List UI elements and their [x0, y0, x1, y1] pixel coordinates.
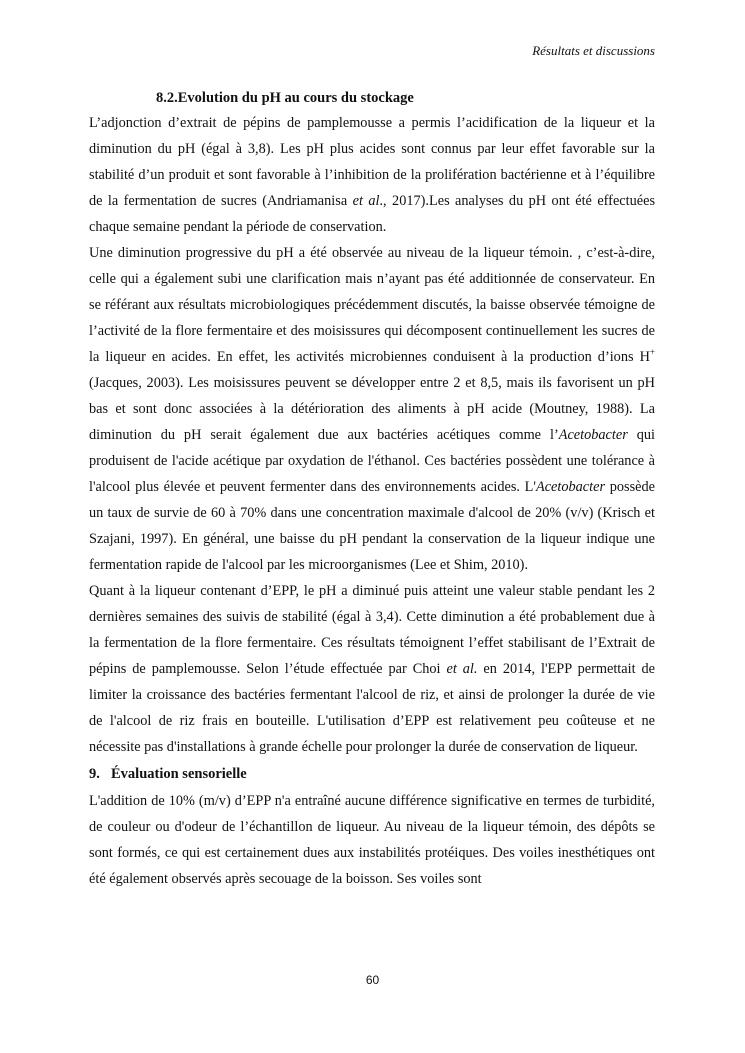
text-run: ., 2017).Les analyses du pH ont été effectuées chaque semaine pendant la période de conservation.	[89, 193, 656, 235]
text-run: (Jacques, 2003). Les moisissures peuvent se développer entre 2 et 8,5, mais ils favorisent un pH bas et sont donc associées à la détérioration des aliments à pH acide (Moutney, 1988). La diminution du pH serait également due aux bactéries acétiques comme l’	[89, 375, 655, 443]
page-number: 60	[365, 973, 380, 987]
paragraph-sensory: L'addition de 10% (m/v) d’EPP n'a entraîné aucune différence significative en termes de turbidité, de couleur ou d'odeur de l’échantillon de liqueur. Au niveau de la liqueur témoin, des dépôts se sont formés, ce qui est certainement dues aux instabilités protéiques. Des voiles inesthétiques ont été également observés après secouage de la boisson. Ses voiles sont	[89, 793, 655, 887]
text-run: possède un taux de survie de 60 à 70% dans une concentration maximale d'alcool de 20% (v/v) (Krisch et Szajani, 1997). En général, une baisse du pH pendant la conservation de la liqueur indique une fermentation rapide de l'alcool par les microorganismes (Lee et Shim, 2010).	[89, 479, 655, 573]
text-run: Quant à la liqueur contenant d’EPP, le pH a diminué puis atteint une valeur stable pendant les 2 dernières semaines des suivis de stabilité (égal à 3,4). Cette diminution a été probablement due à la fermentation de la flore fermentaire. Ces résultats témoignent l’effet stabilisant de l’Extrait de pépins de pamplemousse. Selon l’étude effectuée par Choi	[89, 583, 655, 677]
running-header: Résultats et discussions	[532, 43, 655, 58]
genus-italic: Acetobacter	[558, 427, 628, 443]
section-title: Évaluation sensorielle	[111, 766, 247, 782]
text-run: qui produisent de l'acide acétique par oxydation de l'éthanol. Ces bactéries possèdent une tolérance à l'alcool plus élevée et peuvent fermenter dans des environnements acides. L'	[89, 427, 656, 495]
section-number: 9.	[89, 766, 100, 782]
paragraph-ph-temoin	[89, 240, 655, 578]
text-run: L’adjonction d’extrait de pépins de pamplemousse a permis l’acidification de la liqueur et la diminution du pH (égal à 3,8). Les pH plus acides sont connus par leur effet favorable sur la stabilité d’un produit et sont favorable à l’inhibition de la prolifération bactérienne et à l’équilibre de la fermentation de sucres (Andriamanisa	[89, 115, 655, 209]
text-run: Une diminution progressive du pH a été observée au niveau de la liqueur témoin. , c’est-à-dire, celle qui a également subi une clarification mais n’ayant pas été additionnée de conservateur. En se référant aux résultats microbiologiques précédemment discutés, la baisse observée témoigne de l’activité de la flore fermentaire et des moisissures qui décomposent continuellement les sucres de la liqueur en acides. En effet, les activités microbiennes conduisent à la production d’ions H	[89, 245, 655, 365]
section-9-heading	[89, 760, 655, 788]
paragraph-ph-intro	[89, 110, 655, 240]
et-al-italic: et al.	[446, 661, 478, 677]
page-body	[89, 86, 655, 892]
section-8-2-heading: 8.2.Evolution du pH au cours du stockage	[156, 90, 414, 106]
genus-italic: Acetobacter	[535, 479, 606, 495]
paragraph-ph-epp	[89, 578, 655, 760]
text-run: en 2014, l'EPP permettait de limiter la croissance des bactéries fermentant l'alcool de riz, et ainsi de prolonger la durée de vie de l'alcool de riz frais en bouteille. L'utilisation d’EPP est relativement peu coûteuse et ne nécessite pas d'installations à grande échelle pour prolonger la durée de conservation de liqueur.	[89, 661, 656, 755]
et-al-italic: et al	[352, 193, 380, 209]
superscript-plus: +	[649, 347, 655, 357]
